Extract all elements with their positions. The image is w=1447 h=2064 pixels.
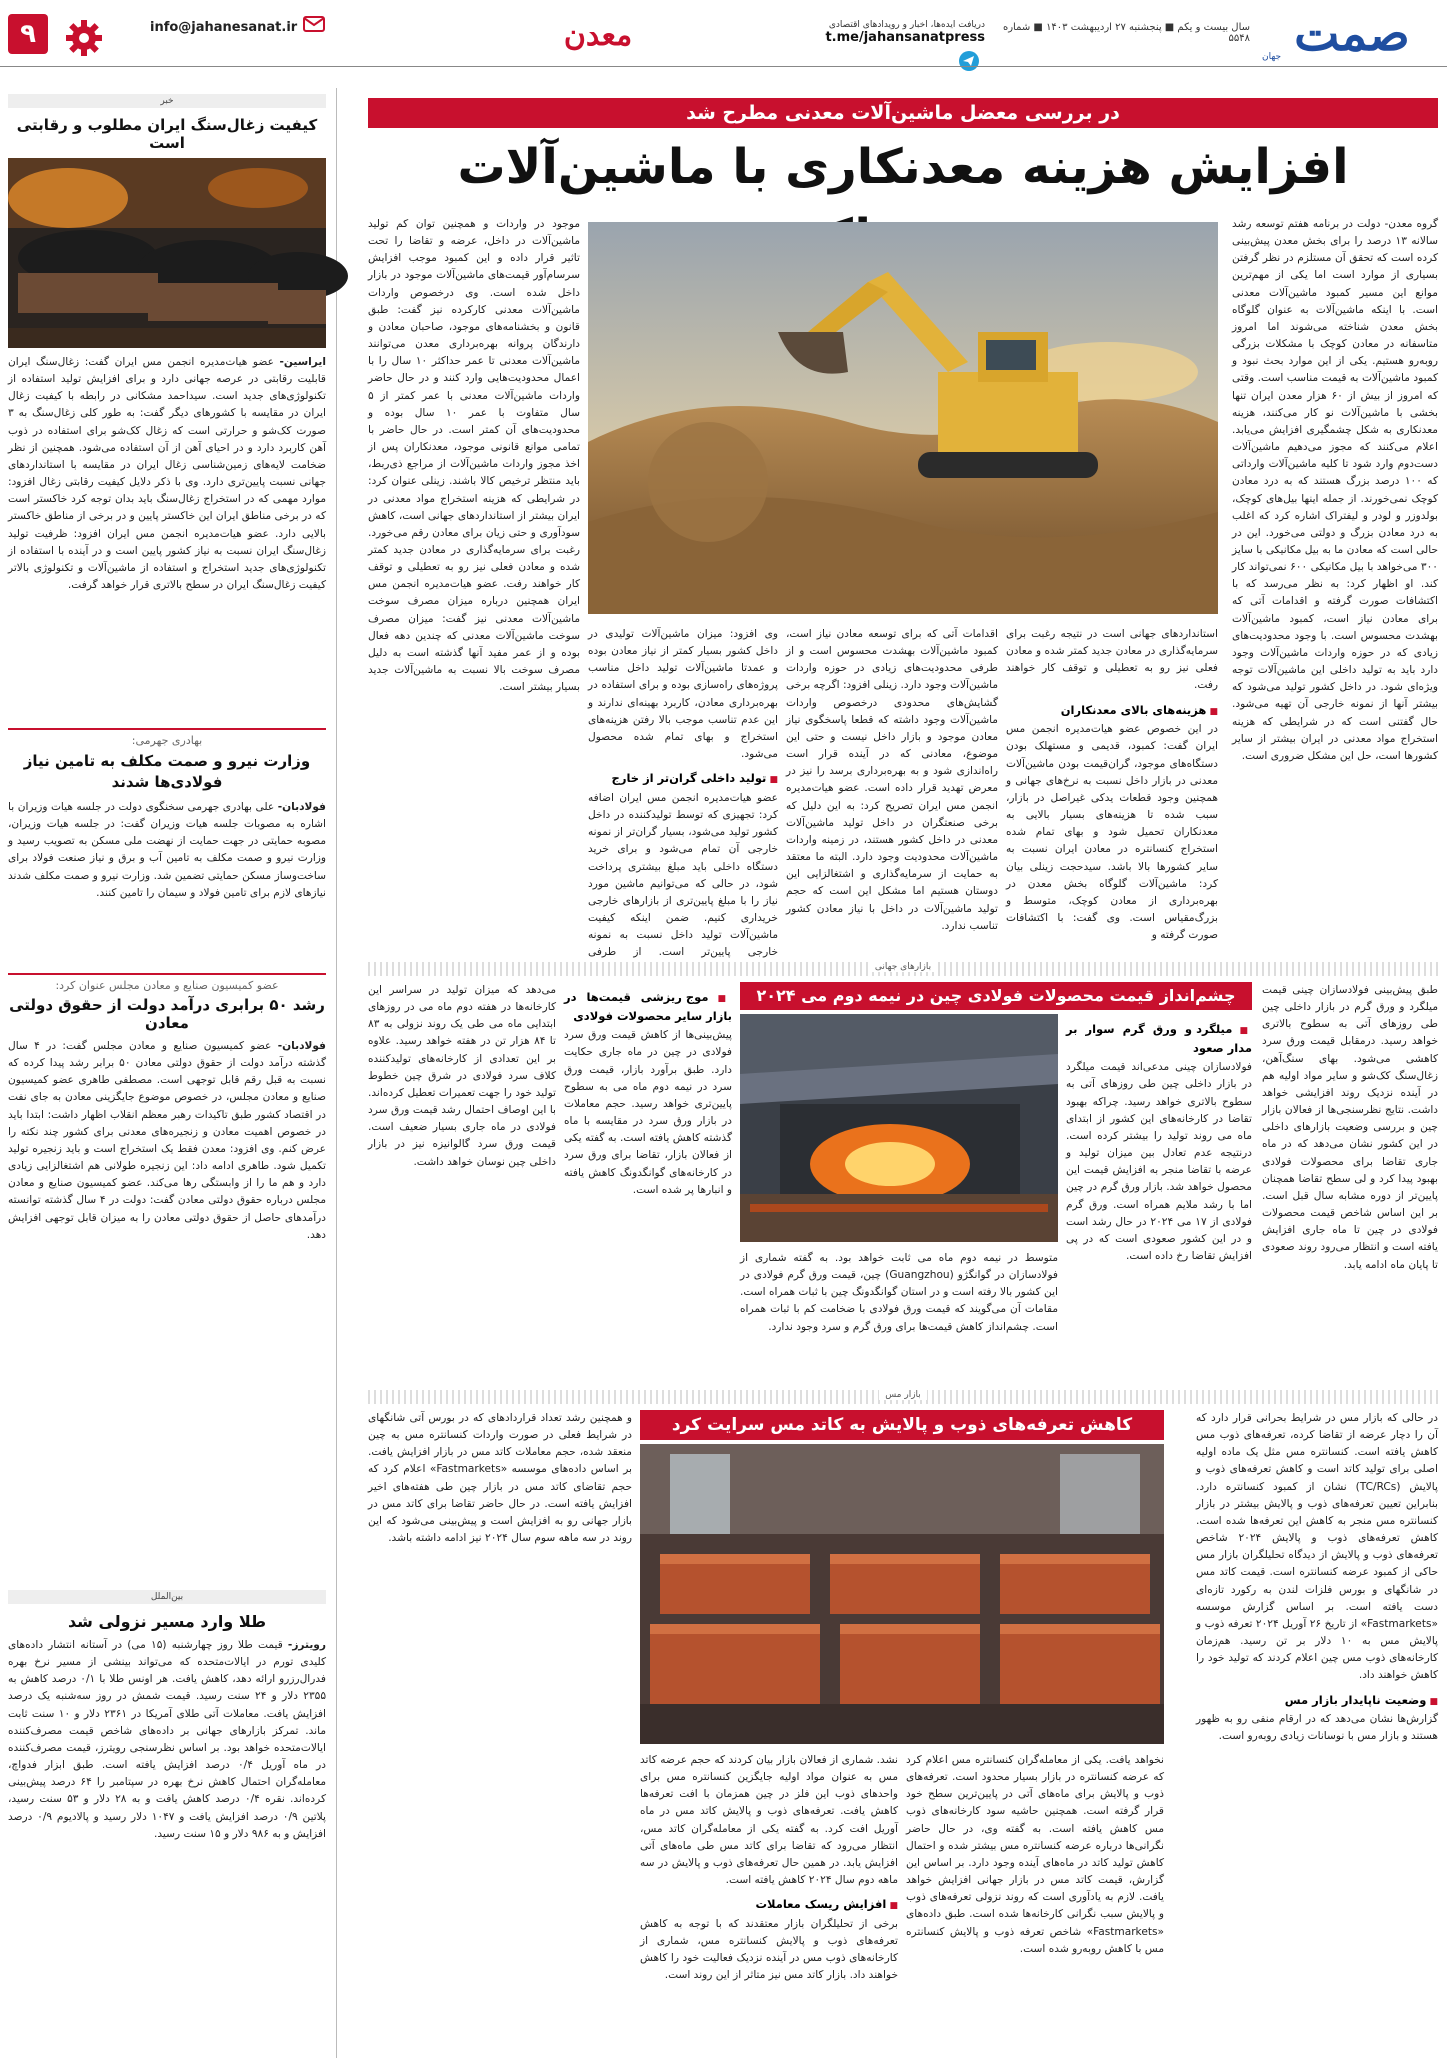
issue-line: سال بیست و یکم ■ پنجشنبه ۲۷ اردیبهشت ۱۴۰۳ ■ شماره ۵۵۴۸ bbox=[1002, 22, 1250, 44]
masthead bbox=[0, 0, 1447, 70]
steel-section-label: بازارهای جهانی bbox=[368, 962, 1438, 976]
coal-train-photo bbox=[8, 158, 326, 348]
newspaper-logo: صمت جهان bbox=[1262, 6, 1410, 62]
main-col-2: استانداردهای جهانی است در نتیجه رغبت برای سرمایه‌گذاری در معادن جدید کمتر شده و معادن فعلی نیز رو به تعطیلی و توقف کار خواهند رفت. ■ هزینه‌های بالای معدنکاران در این خصوص عضو هیات‌مدیره انجمن مس ایران گفت: کمبود، قدیمی و مستهلک بودن دستگاه‌های موجود، گران‌قیمت بودن ماشین‌آلات معدنی در بازار داخل نسبت به نرخ‌های جهانی و همچنین وجود قطعات یدکی غیراصل در بازار، سبب شده تا هزینه‌های بسیار بالایی به معدنکاران تحمیل شود و بهای تمام شده استخراج کنسانتره در معادن ایران نسبت به سایر کشورها بالا باشد. سیدحجت زینلی بیان کرد: ماشین‌آلات گلوگاه بخش معدن در بهره‌برداری از معادن کوچک، متوسط و بزرگ‌مقیاس است. وی گفت: با اکتشافات صورت گرفته و bbox=[1006, 626, 1218, 956]
steel-col-1: طبق پیش‌بینی فولادسازان چینی قیمت میلگرد و ورق گرم در بازار داخلی چین طی روزهای آتی به سطوح بالاتری خواهد رسید. درمقابل قیمت ورق سرد کاهشی می‌شود. بهای سنگ‌آهن، زغال‌سنگ کک‌شو و سایر مواد اولیه هم در آینده نزدیک روند افزایشی خواهد داشت. نتایج نظرسنجی‌ها از فعالان بازار چین و بررسی وضعیت بازارهای داخلی در این کشور نشان می‌دهد که در ماه جاری تقاضا برای محصولات فولادی بهبود پیدا کرد و لی سطح تقاضا همچنان پایین‌تر از دوره مشابه سال قبل است. بر این اساس شاخص قیمت محصولات فولادی در چین تا ماه جاری افزایش یافته است و انتظار می‌رود روند صعودی تا پایان ماه ادامه یابد. bbox=[1262, 984, 1438, 1271]
news4-body: رویترز- قیمت طلا روز چهارشنبه (۱۵ می) در آستانه انتشار داده‌های کلیدی تورم در ایالات‌متحده که می‌تواند بینشی از مسیر نرخ بهره فدرال‌رزرو ارائه دهد، کاهش یافت. هر اونس طلا با ۰/۱ درصد کاهش به ۲۳۵۵ دلار و ۲۴ سنت رسید. قیمت شمش در روز سه‌شنبه یک درصد افزایش یافت. معاملات آتی طلای آمریکا در ۲۳۶۱ دلار و ۱۰ سنت ثابت ماند. تمرکز بازارهای جهانی بر داده‌های شاخص قیمت مصرف‌کننده ایالات‌متحده خواهد بود. بر اساس نظرسنجی رویترز، قیمت مصرف‌کننده در ماه آوریل ۰/۴ درصد افزایش یافته است. طبق ابزار فدواچ، معامله‌گران احتمال کاهش نرخ بهره در سپتامبر را ۶۴ درصد پیش‌بینی کرده‌اند. نقره ۰/۴ درصد کاهش یافت و به ۲۸ دلار و ۵۳ سنت رسید، پلاتین ۰/۹ درصد افزایش یافت و ۱۰۴۷ دلار رسید و پالادیوم ۰/۹ درصد افزایش و به ۹۸۶ دلار و ۱۵ سنت رسید. bbox=[8, 1639, 327, 1840]
steel-mill-photo bbox=[740, 1014, 1058, 1242]
sidebar bbox=[8, 94, 326, 2060]
column-divider bbox=[336, 88, 337, 2058]
main-col-5: موجود در واردات و همچنین توان کم تولید ماشین‌آلات در داخل، عرضه و تقاضا را تحت تاثیر قرار داده و این کمبود موجب افزایش سرسام‌آور قیمت‌های ماشین‌آلات موجود در بازار داخل شده است. وی درخصوص واردات ماشین‌آلات معدنی کارکرده نیز گفت: طبق قانون و بخشنامه‌های موجود، صاحبان معادن و دارندگان پروانه بهره‌برداری معدن می‌توانند ماشین‌آلات معدنی تا عمر حداکثر ۱۰ سال را با اعمال محدودیت‌هایی وارد کنند و در حال حاضر واردات ماشین‌آلات معدنی با عمر کمتر از ۵ سال متفاوت با عمر ۱۰ سال بوده و محدودیت‌های آن کمتر است. در حال حاضر با تمامی موانع قانونی موجود، معدنکاران پس از اخذ مجوز واردات ماشین‌آلات از مراجع ذی‌ربط، باید منتظر ترخیص کالا باشند. زینلی عنوان کرد: در شرایطی که هزینه استخراج مواد معدنی در ایران بیشتر از استانداردهای جهانی است، کاهش سودآوری و حتی زیان برای معادن رقم می‌خورد. رغبت برای سرمایه‌گذاری در معادن جدید کمتر شده و معادن فعلی نیز رو به تعطیلی و توقف کار خواهند رفت. عضو هیات‌مدیره انجمن مس ایران همچنین درباره میزان مصرف سوخت ماشین‌آلات معدنی نیز گفت: میزان مصرف سوخت ماشین‌آلات معدنی که چندین دهه فعال بوده و از عمر مفید آنها گذشته است به دلیل مصرف سوخت بالا نسبت به ماشین‌آلات جدید بسیار بیشتر است. bbox=[368, 218, 580, 694]
copper-title-bar: کاهش تعرفه‌های ذوب و پالایش به کاتد مس سرایت کرد bbox=[640, 1410, 1164, 1440]
news3-kicker: عضو کمیسیون صنایع و معادن مجلس عنوان کرد: bbox=[55, 979, 279, 992]
telegram-block[interactable] bbox=[800, 20, 985, 45]
news3-title: رشد ۵۰ برابری درآمد دولت از حقوق دولتی معادن bbox=[9, 996, 325, 1032]
news1-title: کیفیت زغال‌سنگ ایران مطلوب و رقابتی است bbox=[16, 116, 318, 152]
copper-col-2: نخواهد یافت. یکی از معامله‌گران کنسانتره مس اعلام کرد که عرضه کنسانتره در بازار بسیار محدود است. تعرفه‌های ذوب و پالایش برای ماه‌های آتی در پایین‌ترین سطح خود قرار گرفته است. همچنین حاشیه سود کارخانه‌های ذوب مس کاهش یافته است. به گفته وی، در حال حاضر نگرانی‌ها درباره عرضه کنسانتره مس بیشتر شده و احتمال کاهش تولید کاتد در ماه‌های آینده وجود دارد. بر اساس این گزارش، قیمت کاتد مس در بازار جهانی افزایش خواهد یافت. لازم به یادآوری است که روند نزولی تعرفه‌های ذوب و پالایش سبب نگرانی کارخانه‌ها شده است. طبق داده‌های «Fastmarkets» شاخص تعرفه ذوب و پالایش کنسانتره مس با کاهش روبه‌رو شده است. bbox=[906, 1754, 1164, 1955]
news4-title: طلا وارد مسیر نزولی شد bbox=[67, 1612, 267, 1631]
email-icon bbox=[302, 12, 326, 36]
steel-col-4: می‌دهد که میزان تولید در سراسر این کارخانه‌ها در هفته دوم ماه می در روزهای ابتدایی ماه می طی یک روند نزولی به ۸۳ تا ۸۴ هزار تن در هفته خواهد رسید. علاوه بر این تعدادی از کارخانه‌های تولیدکننده کلاف سرد فولادی در شرق چین خطوط تولید خود را جهت تعمیرات تعطیل کرده‌اند. با این اوصاف احتمال رشد قیمت ورق سرد فولادی در ماه جاری بسیار ضعیف است. قیمت ورق سرد گالوانیزه نیز در بازار داخلی چین نوسان خواهد داشت. bbox=[368, 984, 556, 1168]
copper-col-3: نشد. شماری از فعالان بازار بیان کردند که حجم عرضه کاتد مس به عنوان مواد اولیه جایگزین کنسانتره مس برای واحدهای ذوب این فلز در چین همزمان با افت تعرفه‌ها کاهش یافت. تعرفه‌های ذوب و پالایش کاتد مس در ماه آوریل افت کرد. به گفته یکی از معامله‌گران کاتد مس، انتظار می‌رود که تقاضا برای کاتد مس طی ماه‌های آتی افزایش یابد. در همین حال تعرفه‌های ذوب و پالایش در سه ماهه دوم سال ۲۰۲۴ کاهش یافته است. ■ افزایش ریسک معاملات برخی از تحلیلگران بازار معتقدند که با توجه به کاهش تعرفه‌های ذوب و پالایش کنسانتره مس، شماری از کارخانه‌های ذوب مس در آینده نزدیک فعالیت خود را کاهش خواهند داد. بازار کاتد مس نیز متاثر از این روند است. bbox=[640, 1752, 898, 2060]
main-col-1: گروه معدن- دولت در برنامه هفتم توسعه رشد سالانه ۱۳ درصد را برای بخش معدن پیش‌بینی کرده است که تحقق آن مستلزم در نظر گرفتن بسیاری از موارد است اما یکی از مهم‌ترین موانع این مسیر کمبود ماشین‌آلات معدنی است. با اینکه ماشین‌آلات به عنوان گلوگاه بخش معدن شناخته می‌شوند اما امروز متاسفانه در معادن کوچک با مشکلات بزرگی روبه‌رو هستیم. یکی از این موارد بحث نبود و کمبود ماشین‌آلات به قیمت مناسب است. وقتی که امروز از بیش از ۶۰ هزار معدن ایران تنها بخشی با ماشین‌آلات نو کار می‌کنند، هزینه معدنکاری به شکل چشمگیری افزایش می‌یابد. اعلام می‌کنند که مجوز می‌دهیم ماشین‌آلات دست‌دوم وارد شود تا کلیه ماشین‌آلات وارداتی که ۱۰۰ درصد بزرگ هستند که به درد معادن کوچک نمی‌خورند. از جمله اینها بیل‌های کوچک، بولدوزر و لودر و لیفتراک اشاره کرد که اغلب به درد معادن بزرگ و دولتی می‌خورد. این در حالی است که معادن ما به بیل مکانیکی با سایز ۳۰۰ می‌خواهد با بیل مکانیکی ۶۰۰ نمی‌تواند کار کند. او اظهار کرد: به نظر می‌رسد که با اکتشافات صورت گرفته و اقدامات آتی که برای معادن نیاز است، کمبود ماشین‌آلات بهشدت محسوس است. با وجود محدودیت‌های زیادی که در حوزه واردات ماشین‌آلات وجود دارد باید به تولید داخلی این ماشین‌آلات توجه ویژه‌ای شود. در داخل کشور تولید می‌شود که بیشتر آنها از نمونه خارجی آن تهیه می‌شود. حال گفتنی است که در شرایطی که هزینه استخراج مواد معدنی در ایران بیشتر از سایر کشورها است، حل این مشکل ضروری است. bbox=[1232, 218, 1438, 762]
email-text[interactable]: info@jahanesanat.ir bbox=[150, 20, 298, 35]
main-col-3: اقدامات آتی که برای توسعه معادن نیاز است، کمبود ماشین‌آلات بهشدت محسوس است و از طرفی محدودیت‌های زیادی در حوزه واردات ماشین‌آلات وجود دارد. زینلی افزود: اگرچه برخی گشایش‌های محدودی درخصوص واردات ماشین‌آلات وجود داشته که قطعا پاسخگوی نیاز معادن موجود و بازار داخل نیست و حتی این موضوع، معادنی که در آینده قرار است راه‌اندازی شود و به بهره‌برداری برسد را نیز در معرض تهدید قرار داده است. عضو هیات‌مدیره انجمن مس ایران تصریح کرد: به این دلیل که برخی صنعتگران در داخل تولید ماشین‌آلات معدنی در داخل کشور هستند، در زمینه واردات ماشین‌آلات محدودیت وجود دارد. البته ما معتقد به حمایت از سرمایه‌گذاری و اشتغالزایی این دوستان هستیم اما مشکل این است که حجم تولید ماشین‌آلات در داخل با نیاز معادن کشور تناسب ندارد. bbox=[785, 628, 998, 932]
telegram-text: دریافت ایده‌ها، اخبار و رویدادهای اقتصادی bbox=[828, 20, 985, 30]
news3-body: فولادبان- عضو کمیسیون صنایع و معادن مجلس گفت: در ۴ سال گذشته درآمد دولت از حقوق دولتی معادن ۵۰ برابر رشد پیدا کرده که نسبت به قبل رقم قابل توجهی است. مصطفی طاهری عضو کمیسیون صنایع و معادن مجلس، در خصوص موضوع جایگزینی معادن به جای نفت در اقتصاد کشور طبق تاکیدات رهبر معظم انقلاب اظهار داشت: ابتدا باید در خصوص اهمیت معادن و زنجیره‌های معدنی برای کشور چند نکته را عرض کنم. وی افزود: معدن فقط یک استخراج است و باید زنجیره تولید تکمیل شود. طاهری ادامه داد: این زنجیره طولانی هم اشتغالزایی زیادی دارد و هم ما را از وابستگی رها می‌کند. عضو کمیسیون صنایع و معادن مجلس درباره حقوق دولتی معادن گفت: دولت در ۴ سال گذشته توانسته درآمدهای حاصل از حقوق دولتی معادن را به میزان قابل توجهی افزایش دهد. bbox=[8, 1040, 326, 1241]
page-number: ۹ bbox=[20, 19, 36, 49]
news2-kicker: بهادری جهرمی: bbox=[131, 734, 203, 747]
news2-body: فولادبان- علی بهادری جهرمی سخنگوی دولت در جلسه هیات وزیران با اشاره به مصوبات جلسه هیات وزیران گفت: در جلسه هیات وزیران، مصوبه حمایتی در جهت حمایت از نهضت ملی مسکن به تصویب رسید و وزارت نیرو و صمت مکلف به تامین آب و برق و نیاز صنعت فولاد برای ساخت‌وساز مسکن حمایتی تضمین شد. وزارت نیرو و صمت مکلف شدند نیازهای لازم برای تامین فولاد و سیمان را تامین کنند. bbox=[8, 801, 326, 899]
sidebar-label-news: خبر bbox=[8, 94, 326, 108]
copper-col-4: و همچنین رشد تعداد قراردادهای که در بورس آتی شانگهای در شرایط فعلی در صورت واردات کنسانتره مس به چین منعقد شده، حجم معاملات کاتد مس در بازار افزایش یافت. بر اساس داده‌های موسسه «Fastmarkets» اعلام کرد که حجم تقاضای کاتد مس در بازار چین طی هفته‌های اخیر افزایش یافته است. در حال حاضر تقاضا برای کاتد مس در بازار جهانی رو به افزایش است و پیش‌بینی می‌شود که این روند در سه ماهه سوم سال ۲۰۲۴ نیز ادامه داشته باشد. bbox=[368, 1412, 632, 1545]
copper-col-1: در حالی که بازار مس در شرایط بحرانی قرار دارد که آن را دچار عرضه از تقاضا کرده، تعرفه‌های ذوب مس کاهش یافته است. کنسانتره مس مثل یک ماده اولیه اصلی برای تولید کاتد است و کاهش تعرفه‌های ذوب و پالایش (TC/RCs) نشان از کمبود کنسانتره دارد. بنابراین تعیین تعرفه‌های ذوب و پالایش بیشتر در بازار کنسانتره مس منجر به کاهش این تعرفه‌ها شده است. کاهش تعرفه‌های ذوب و پالایش ۲۰۲۴ شاخص تعرفه‌های ذوب و پالایش از دیدگاه تحلیلگران بازار مس حاکی از کمبود عرضه کنسانتره است. قیمت کاتد مس در شانگهای و بورس فلزات لندن به رکورد تازه‌ای دست یافته است. بر اساس گزارش موسسه «Fastmarkets» از تاریخ ۲۶ آوریل ۲۰۲۴ تعرفه ذوب و پالایش مس به ۱۰ دلار بر تن رسید. هم‌زمان کارخانه‌های ذوب مس چین اعلام کردند که تولید خود را کاهش خواهند داد. ■ وضعیت ناپایدار بازار مس گزارش‌ها نشان می‌دهد که در ارقام منفی رو به ظهور هستند و بازار مس با نوسانات زیادی روبه‌رو است. bbox=[1196, 1410, 1438, 2060]
copper-section-label: بازار مس bbox=[368, 1390, 1438, 1404]
excavator-photo bbox=[588, 222, 1218, 614]
telegram-icon bbox=[958, 50, 980, 72]
sidebar-label-intl: بین‌الملل bbox=[8, 1590, 326, 1604]
main-col-4: وی افزود: میزان ماشین‌آلات تولیدی در داخل کشور بسیار کمتر از نیاز معادن بوده و عمدتا ماشین‌آلات تولید داخل مناسب پروژه‌های راه‌سازی بوده و برای استفاده در بهره‌برداری معادن، کاربرد بهینه‌ای ندارند و این عدم تناسب موجب بالا رفتن هزینه‌های استخراج و بهای تمام شده محصول می‌شود. ■ تولید داخلی گران‌تر از خارج عضو هیات‌مدیره انجمن مس ایران اضافه کرد: تجهیزی که توسط تولیدکننده در داخل کشور تولید می‌شود، بسیار گران‌تر از نمونه خارجی آن تمام می‌شود و برای خرید دستگاه داخلی باید مبلغ بیشتری پرداخت شود، در حالی که می‌توانیم ماشین مورد نیاز را با مبلغ پایین‌تری از بازارهای خارجی خریداری کنیم. ضمن اینکه کیفیت ماشین‌آلات تولید داخل نسبت به نمونه خارجی پایین‌تر است. از طرفی bbox=[588, 626, 778, 956]
news2-title: وزارت نیرو و صمت مکلف به تامین نیاز فولادی‌ها شدند bbox=[23, 752, 311, 791]
steel-col-3b: ■ موج ریزشی قیمت‌ها در بازار سایر محصولات فولادی پیش‌بینی‌ها از کاهش قیمت ورق سرد فولادی در چین در ماه جاری حکایت دارد. طبق برآورد بازار، قیمت ورق سرد در نیمه دوم ماه می به سطوح پایین‌تری خواهد رسید. حجم معاملات در بازار ورق سرد در مقایسه با ماه گذشته کاهش یافته است. به گفته یکی از فعالان بازار، تقاضا برای ورق سرد در کارخانه‌های گوانگدونگ کاهش یافته و انبارها پر شده است. bbox=[564, 982, 732, 1382]
news1-body: ایراسین- عضو هیات‌مدیره انجمن مس ایران گفت: زغال‌سنگ ایران قابلیت رقابتی در عرصه جهانی دارد و برای افزایش تولید استفاده از تکنولوژی‌های جدید است. سیداحمد مشکانی در رابطه با کیفیت زغال ایران در مقایسه با کشورهای دیگر گفت: به طور کلی زغال‌سنگ به ۳ صورت کک‌شو و حرارتی است که زغال کک‌شو برای استفاده در ذوب آهن کاربرد دارد و در احیای آهن از آن استفاده می‌شود. همچنین از نظر ضخامت لایه‌های زمین‌شناسی زغال ایران در مقایسه با استانداردهای جهانی نسبت پایین‌تری دارد. وی با ذکر دلایل کیفیت رقابتی زغال افزود: موارد مهمی که در استخراج زغال‌سنگ باید بدان توجه کرد خاکستر است که در برخی مناطق ایران این خاکستر پایین و در برخی از مناطق خاکستر بالایی دارد. عضو هیات‌مدیره انجمن مس ایران افزود: ظرفیت تولید زغال‌سنگ ایران نسبت به نیاز کشور پایین است و در آینده با استفاده از تکنولوژی‌های جدید استخراج و استفاده از ماشین‌آلات و تکنولوژی بالاتر کیفیت زغال‌سنگ ایران در سطح بالاتری قرار خواهد گرفت. bbox=[8, 356, 326, 592]
copper-cathode-photo bbox=[640, 1444, 1164, 1744]
main-headline: افزایش هزینه معدنکاری با ماشین‌آلات bbox=[457, 139, 1349, 195]
main-kicker-bar: در بررسی معضل ماشین‌آلات معدنی مطرح شد bbox=[368, 98, 1438, 128]
section-title: معدن bbox=[563, 18, 633, 53]
page-number-box bbox=[8, 14, 48, 54]
gear-icon bbox=[64, 18, 104, 58]
steel-col-2: ■ میلگرد و ورق گرم سوار بر مدار صعود فولادسازان چینی مدعی‌اند قیمت میلگرد در بازار داخلی چین طی روزهای آتی به سطوح بالاتری خواهد رسید. چراکه بهبود تقاضا در کارخانه‌های این کشور از ابتدای ماه می روند تولید را بیشتر کرده است. درنتیجه عدم تعادل بین میزان تولید و عرضه با تقاضا منجر به افزایش قیمت این محصول خواهد شد. بازار ورق گرم در چین اما با رشد ملایم همراه است. ورق گرم فولادی از ۱۷ می ۲۰۲۴ در حال رشد است و در این کشور صعودی است که در پی افزایش تقاضا رخ داده است. bbox=[1066, 1014, 1252, 1382]
steel-title-bar: چشم‌انداز قیمت محصولات فولادی چین در نیمه دوم می ۲۰۲۴ bbox=[740, 982, 1252, 1010]
steel-col-3: متوسط در نیمه دوم ماه می ثابت خواهد بود. به گفته شماری از فولادسازان در گوانگژو (Guangzhou) چین، قیمت ورق گرم فولادی در این کشور بالا رفته است و در استان گوانگدونگ چین با ثبات همراه است. مقامات آن می‌گویند که قیمت ورق فولادی با ضخامت کم با ثبات همراه است. چشم‌انداز کاهش قیمت‌ها برای ورق گرم و سرد وجود ندارد. bbox=[740, 1252, 1058, 1333]
telegram-url[interactable]: t.me/jahansanatpress bbox=[825, 30, 985, 45]
